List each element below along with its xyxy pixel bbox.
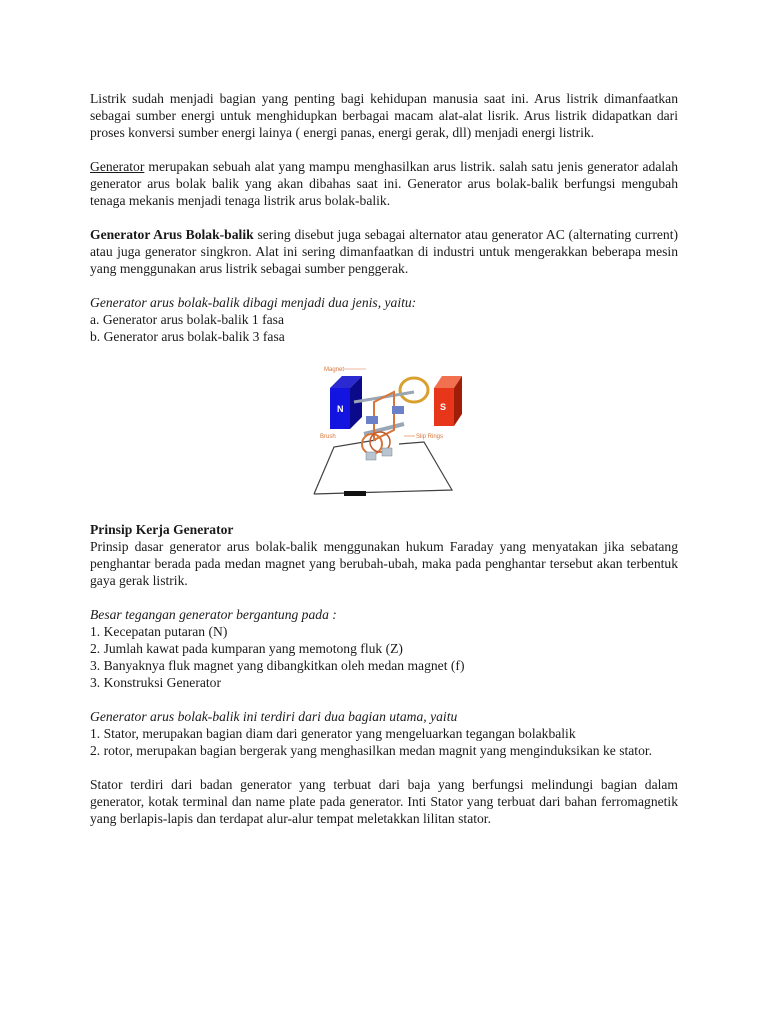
types-item-b: b. Generator arus bolak-balik 3 fasa xyxy=(90,329,285,344)
types-item-a: a. Generator arus bolak-balik 1 fasa xyxy=(90,312,285,327)
magnet-label: Magnet xyxy=(324,367,345,373)
generator-text: merupakan sebuah alat yang mampu menghasilkan arus listrik. salah satu jenis generator adalah generator arus bolak balik yang akan dibahas saat ini. Generator arus bolak-balik berfungsi mengubah tenaga mekanis menjadi tenaga listrik arus bolak-balik. xyxy=(90,159,678,208)
intro-paragraph: Listrik sudah menjadi bagian yang penting bagi kehidupan manusia saat ini. Arus listrik dimanfaatkan sebagai sumber energi untuk menghidupkan berbagai macam alat-alat lisrik. Arus listrik didapatkan dari proses konversi sumber energi lainya ( energi panas, energi gerak, dll) menjadi energi listrik. xyxy=(90,91,678,140)
brush-2 xyxy=(382,448,392,456)
circuit-wire-left xyxy=(314,440,376,494)
types-heading: Generator arus bolak-balik dibagi menjadi dua jenis, yaitu: xyxy=(90,295,417,310)
principle-paragraph: Prinsip dasar generator arus bolak-balik menggunakan hukum Faraday yang menyatakan jika sebatang penghantar berada pada medan magnet yang berubah-ubah, maka pada penghantar tersebut akan terbentuk gaya gerak listrik. xyxy=(90,539,678,588)
brush-1 xyxy=(366,452,376,460)
bearing-block-1 xyxy=(366,416,378,424)
voltage-item-2: 2. Jumlah kawat pada kumparan yang memotong fluk (Z) xyxy=(90,641,403,656)
slip-rings-label: Slip Rings xyxy=(416,434,444,440)
generator-diagram-svg xyxy=(304,362,474,502)
document-page xyxy=(90,90,678,827)
voltage-item-4: 3. Konstruksi Generator xyxy=(90,675,221,690)
voltage-item-3: 3. Banyaknya fluk magnet yang dibangkitkan oleh medan magnet (f) xyxy=(90,658,465,673)
generator-paragraph xyxy=(90,158,678,209)
flux-ring xyxy=(400,378,428,402)
generator-diagram xyxy=(304,362,474,502)
brush-label: Brush xyxy=(320,434,336,440)
parts-heading: Generator arus bolak-balik ini terdiri dari dua bagian utama, yaitu xyxy=(90,709,458,724)
parts-item-2: 2. rotor, merupakan bagian bergerak yang menghasilkan medan magnit yang menginduksikan ke stator. xyxy=(90,743,653,758)
ac-generator-term: Generator Arus Bolak-balik xyxy=(90,227,254,242)
parts-item-1: 1. Stator, merupakan bagian diam dari generator yang mengeluarkan tegangan bolakbalik xyxy=(90,726,576,741)
voltage-heading: Besar tegangan generator bergantung pada : xyxy=(90,607,337,622)
ac-generator-paragraph xyxy=(90,226,678,277)
voltage-item-1: 1. Kecepatan putaran (N) xyxy=(90,624,228,639)
south-label: S xyxy=(440,402,447,412)
load-bar xyxy=(344,491,366,496)
stator-paragraph: Stator terdiri dari badan generator yang terbuat dari baja yang berfungsi melindungi bagian dalam generator, kotak terminal dan name plate pada generator. Inti Stator yang terbuat dari bahan ferromagnetik yang berlapis-lapis dan terdapat alur-alur tempat meletakkan lilitan stator. xyxy=(90,777,678,826)
principle-heading: Prinsip Kerja Generator xyxy=(90,522,234,537)
north-label: N xyxy=(337,404,344,414)
generator-term: Generator xyxy=(90,159,145,174)
ac-generator-text: sering disebut juga sebagai alternator atau generator AC (alternating current) atau juga generator singkron. Alat ini sering dimanfaatkan di industri untuk mengerakkan beberapa mesin yang menggunakan arus listrik sebagai sumber penggerak. xyxy=(90,227,679,276)
bearing-block-2 xyxy=(392,406,404,414)
